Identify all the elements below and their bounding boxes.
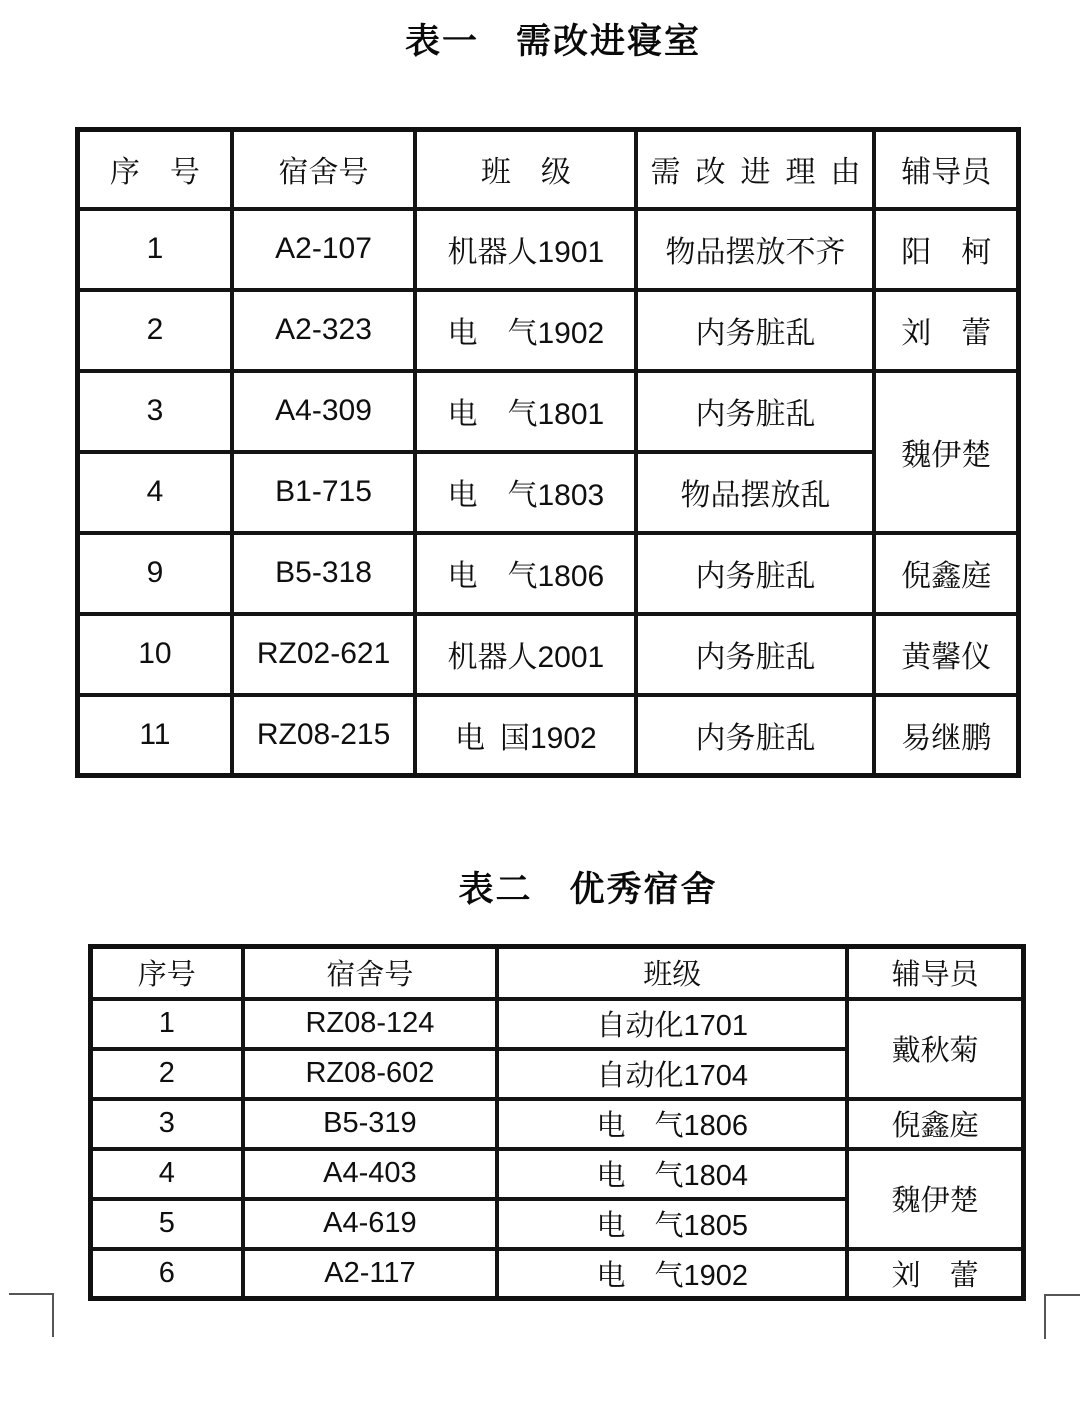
page-corner-mark-left [9, 1293, 54, 1337]
cell-class: 电 气1902 [415, 290, 636, 371]
cell-room: A4-619 [243, 1199, 498, 1249]
table-row [78, 290, 1019, 371]
cell-seq: 4 [78, 452, 232, 533]
cell-room: A2-107 [232, 209, 415, 290]
table2-header-seq: 序号 [91, 947, 243, 999]
table1-header-room: 宿舍号 [232, 130, 415, 209]
cell-class: 电 气1804 [497, 1149, 847, 1199]
cell-room: A4-309 [232, 371, 415, 452]
table1-header-class: 班 级 [415, 130, 636, 209]
cell-reason: 内务脏乱 [636, 290, 874, 371]
cell-seq: 10 [78, 614, 232, 695]
table1-title: 表一 需改进寝室 [404, 22, 701, 61]
cell-class: 机器人2001 [415, 614, 636, 695]
table1-needs-improvement [75, 127, 1021, 778]
cell-room: RZ02-621 [232, 614, 415, 695]
table2-excellent-dorms [88, 944, 1026, 1301]
cell-class: 电 气1902 [497, 1249, 847, 1299]
cell-advisor: 阳 柯 [874, 209, 1018, 290]
cell-room: RZ08-602 [243, 1049, 498, 1099]
table2-header-class: 班级 [497, 947, 847, 999]
cell-advisor: 刘 蕾 [874, 290, 1018, 371]
cell-reason: 物品摆放不齐 [636, 209, 874, 290]
table-row [91, 999, 1024, 1049]
page-corner-mark-right [1044, 1294, 1080, 1339]
cell-seq: 2 [91, 1049, 243, 1099]
table-row [78, 209, 1019, 290]
cell-class: 电 气1805 [497, 1199, 847, 1249]
cell-room: RZ08-124 [243, 999, 498, 1049]
cell-room: B5-319 [243, 1099, 498, 1149]
cell-reason: 内务脏乱 [636, 371, 874, 452]
table-row [91, 1149, 1024, 1199]
table2-header-advisor: 辅导员 [847, 947, 1023, 999]
cell-seq: 6 [91, 1249, 243, 1299]
cell-seq: 11 [78, 695, 232, 776]
cell-seq: 1 [78, 209, 232, 290]
cell-room: B1-715 [232, 452, 415, 533]
table2-header-row [91, 947, 1024, 999]
cell-class: 自动化1704 [497, 1049, 847, 1099]
cell-reason: 内务脏乱 [636, 533, 874, 614]
cell-advisor: 易继鹏 [874, 695, 1018, 776]
cell-advisor: 黄馨仪 [874, 614, 1018, 695]
table1-header-seq: 序 号 [78, 130, 232, 209]
table2-header-room: 宿舍号 [243, 947, 498, 999]
cell-room: A2-323 [232, 290, 415, 371]
cell-room: RZ08-215 [232, 695, 415, 776]
cell-advisor-merged: 魏伊楚 [847, 1149, 1023, 1249]
table-row [78, 533, 1019, 614]
table2-title: 表二 优秀宿舍 [458, 870, 718, 909]
cell-advisor: 倪鑫庭 [847, 1099, 1023, 1149]
cell-reason: 内务脏乱 [636, 614, 874, 695]
cell-class: 电 气1801 [415, 371, 636, 452]
cell-reason: 物品摆放乱 [636, 452, 874, 533]
cell-seq: 3 [91, 1099, 243, 1149]
cell-seq: 4 [91, 1149, 243, 1199]
cell-advisor-merged: 魏伊楚 [874, 371, 1018, 533]
table-row [78, 695, 1019, 776]
cell-advisor: 刘 蕾 [847, 1249, 1023, 1299]
cell-reason: 内务脏乱 [636, 695, 874, 776]
cell-class: 电 气1806 [497, 1099, 847, 1149]
table1-header-advisor: 辅导员 [874, 130, 1018, 209]
cell-room: B5-318 [232, 533, 415, 614]
cell-seq: 3 [78, 371, 232, 452]
cell-room: A4-403 [243, 1149, 498, 1199]
cell-class: 电 国1902 [415, 695, 636, 776]
table1-header-row [78, 130, 1019, 209]
cell-advisor-merged: 戴秋菊 [847, 999, 1023, 1099]
cell-seq: 5 [91, 1199, 243, 1249]
cell-room: A2-117 [243, 1249, 498, 1299]
cell-class: 电 气1806 [415, 533, 636, 614]
table1-header-reason: 需 改 进 理 由 [636, 130, 874, 209]
cell-class: 电 气1803 [415, 452, 636, 533]
table-row [78, 371, 1019, 452]
cell-class: 自动化1701 [497, 999, 847, 1049]
table-row [78, 614, 1019, 695]
cell-seq: 2 [78, 290, 232, 371]
table-row [91, 1249, 1024, 1299]
table-row [91, 1099, 1024, 1149]
cell-advisor: 倪鑫庭 [874, 533, 1018, 614]
cell-seq: 1 [91, 999, 243, 1049]
cell-seq: 9 [78, 533, 232, 614]
cell-class: 机器人1901 [415, 209, 636, 290]
